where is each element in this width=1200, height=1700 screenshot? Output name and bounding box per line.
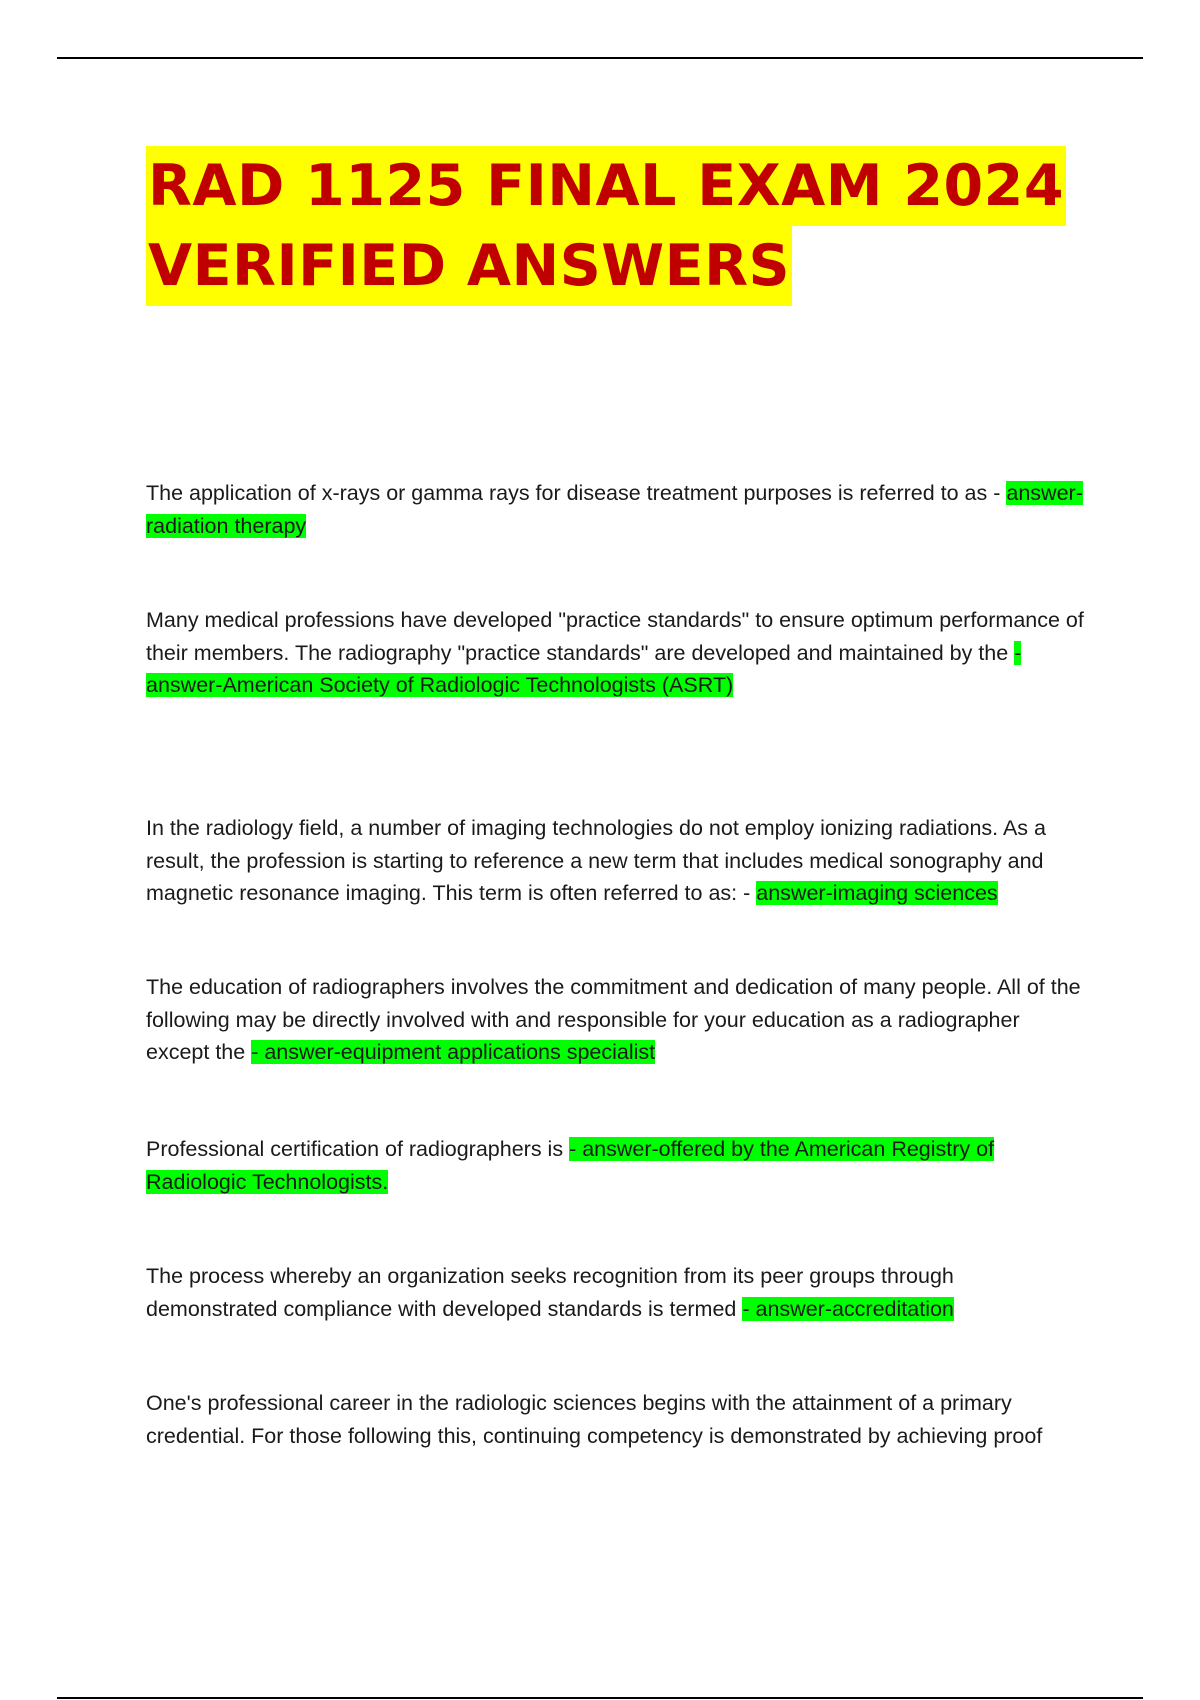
question-text: The process whereby an organization seeks recognition from its peer groups through demonstrated compliance with developed standards is termed [146,1264,954,1321]
document-title [146,146,1106,306]
question-text: Many medical professions have developed "practice standards" to ensure optimum performance of their members. The radiography "practice standards" are developed and maintained by the [146,608,1084,665]
answer-highlight: - answer-accreditation [742,1296,954,1321]
answer-highlight: answer-radiation therapy [146,481,1083,538]
answer-highlight: - answer-offered by the American Registry of Radiologic Technologists. [146,1137,995,1194]
qa-item-2 [146,604,1086,702]
title-line-1: RAD 1125 FINAL EXAM 2024 [146,146,1066,226]
qa-item-6 [146,1260,1086,1325]
qa-item-5 [146,1133,1086,1198]
title-line-2: VERIFIED ANSWERS [146,226,792,306]
answer-highlight: - answer-American Society of Radiologic Technologists (ASRT) [146,640,1022,697]
question-text: The application of x-rays or gamma rays for disease treatment purposes is referred to as - [146,481,1001,505]
answer-highlight: answer-imaging sciences [756,881,998,905]
answer-highlight: - answer-equipment applications specialist [251,1040,656,1064]
qa-item-1 [146,477,1086,542]
qa-item-7 [146,1387,1086,1452]
bottom-rule [57,1697,1143,1699]
question-text: The education of radiographers involves the commitment and dedication of many people. All of the following may be directly involved with and responsible for your education as a radiographer except the [146,975,1081,1064]
qa-item-4 [146,971,1086,1069]
question-text: One's professional career in the radiologic sciences begins with the attainment of a primary credential. For those following this, continuing competency is demonstrated by achieving proof [146,1391,1043,1448]
question-text: Professional certification of radiographers is [146,1137,564,1161]
question-text: In the radiology field, a number of imaging technologies do not employ ionizing radiations. As a result, the profession is starting to reference a new term that includes medical sonography and magnetic resonance imaging. This term is often referred to as: - [146,816,1046,905]
top-rule [57,57,1143,59]
qa-item-3 [146,812,1086,910]
